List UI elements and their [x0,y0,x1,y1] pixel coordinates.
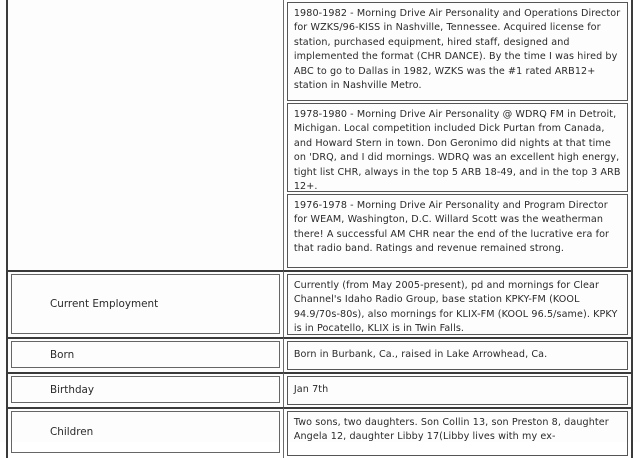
born-value-box [287,341,628,370]
children-label: Children [50,426,94,438]
born-label-cell [8,337,284,372]
label-box [11,411,280,453]
children-value-cell [284,407,631,458]
history-entry-wzks [287,2,628,101]
history-row [8,0,631,270]
birthday-row [8,372,631,407]
children-value: Two sons, two daughters. Son Collin 13, son Preston 8, daughter Angela 12, daughter Libby 17(Libby lives with my ex- [293,417,609,443]
birthday-value: Jan 7th [293,384,329,395]
history-entry-wdrq [287,103,628,192]
history-label-cell [8,0,284,270]
current-employment-value-cell [284,270,631,337]
birthday-label: Birthday [50,383,95,396]
children-value-box [287,411,628,456]
birthday-value-box [287,376,628,405]
birthday-label-cell [8,372,284,407]
born-row [8,337,631,372]
children-label-cell [8,407,284,458]
history-entry-weam [287,194,628,268]
history-entry-text: 1980-1982 - Morning Drive Air Personality and Operations Director for WZKS/96-KISS in Nashville, Tennessee. Acquired license for station, purchased equipment, hired staff, designed and implemented the format (CHR DANCE). By the time I was hired by ABC to go to Dallas in 1982, WZKS was the #1 rated ARB12+ station in Nashville Metro. [293,8,621,92]
resume-table [6,0,633,458]
current-employment-label: Current Employment [50,298,159,310]
born-value: Born in Burbank, Ca., raised in Lake Arrowhead, Ca. [293,349,548,360]
current-employment-label-cell [8,270,284,337]
label-box [11,274,280,334]
label-box [11,341,280,368]
current-employment-row [8,270,631,337]
born-label: Born [50,348,75,361]
children-row [8,407,631,458]
current-employment-value: Currently (from May 2005-present), pd and mornings for Clear Channel's Idaho Radio Group, base station KPKY-FM (KOOL 94.9/70s-80s), also mornings for KLIX-FM (KOOL 96.5/same). KPKY is in Pocatello, KLIX is in Twin Falls. [293,280,618,335]
born-value-cell [284,337,631,372]
history-entry-text: 1978-1980 - Morning Drive Air Personality @ WDRQ FM in Detroit, Michigan. Local competition included Dick Purtan from Canada, and Howard Stern in town. Don Geronimo did nights at that time on 'DRQ, and I did mornings. WDRQ was an excellent high energy, tight list CHR, always in the top 5 ARB 18-49, and in the top 3 ARB 12+. [293,109,621,193]
history-content-cell [284,0,631,270]
birthday-value-cell [284,372,631,407]
history-entry-text: 1976-1978 - Morning Drive Air Personality and Program Director for WEAM, Washington, D.C. Willard Scott was the weatherman there! A successful AM CHR near the end of the lucrative era for that radio band. Ratings and revenue remained strong. [293,200,610,255]
current-employment-value-box [287,274,628,335]
label-box [11,376,280,403]
